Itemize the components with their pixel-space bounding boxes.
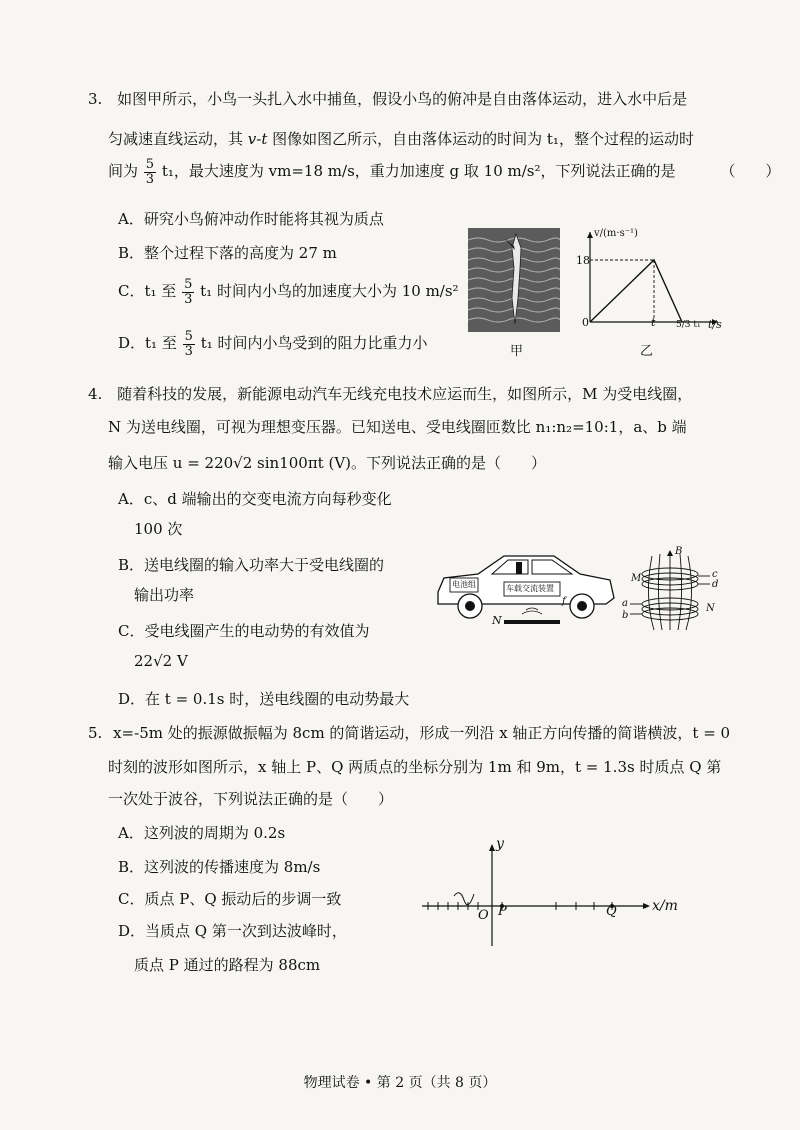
q5-option-c: C．质点 P、Q 振动后的步调一致 <box>118 890 342 908</box>
q3-option-d-pre: D．t₁ 至 <box>118 334 177 353</box>
wave-q-label: Q <box>606 904 617 919</box>
coil-c-label: c <box>712 569 718 580</box>
wave-y-label: y <box>496 836 504 852</box>
fig-label-jia: 甲 <box>510 344 524 359</box>
q3-line-1 <box>88 88 687 109</box>
q4-option-a-1: A．c、d 端输出的交变电流方向每秒变化 <box>118 490 392 508</box>
frac-num: 5 <box>184 329 193 344</box>
q5-line-3: 一次处于波谷，下列说法正确的是（ ） <box>108 790 394 808</box>
coil-diagram <box>620 546 720 632</box>
q3-option-a: A．研究小鸟俯冲动作时能将其视为质点 <box>118 210 384 228</box>
q5-option-a: A．这列波的周期为 0.2s <box>118 824 286 842</box>
coil-b-label: B <box>675 546 683 557</box>
q5-option-b: B．这列波的传播速度为 8m/s <box>118 858 321 876</box>
coil-a-label: a <box>622 598 628 609</box>
vt-ytick: 18 <box>576 254 590 267</box>
wave-curve <box>454 893 474 905</box>
q4-option-c-1: C．受电线圈产生的电动势的有效值为 <box>118 622 370 640</box>
wave-x-label: x/m <box>652 898 678 914</box>
vt-line <box>590 260 682 322</box>
q5-line-2: 时刻的波形如图所示，x 轴上 P、Q 两质点的坐标分别为 1m 和 9m，t = 1.3s 时质点 Q 第 <box>108 758 722 776</box>
bird-photo <box>468 228 560 332</box>
q4-option-b-1: B．送电线圈的输入功率大于受电线圈的 <box>118 556 385 574</box>
car-f-label: f <box>562 596 566 607</box>
q3-number: 3. <box>88 90 103 108</box>
q4-number: 4. <box>88 385 103 403</box>
car-battery-label: 电池组 <box>452 580 476 589</box>
q3-option-c-pre: C．t₁ 至 <box>118 282 177 301</box>
page-footer: 物理试卷 • 第 2 页（共 8 页） <box>303 1075 497 1091</box>
q3-option-c-post: t₁ 时间内小鸟的加速度大小为 10 m/s² <box>200 282 459 301</box>
q3-answer-paren: （ ） <box>720 162 781 181</box>
vt-origin: 0 <box>582 316 589 329</box>
q3-option-d-frac <box>183 330 195 358</box>
q3-option-c-frac <box>182 278 194 306</box>
vt-ylabel: v/(m·s⁻¹) <box>594 228 638 239</box>
frac-den: 3 <box>184 291 193 307</box>
q5-line-1 <box>88 722 730 743</box>
coil-n-label: N <box>706 603 715 614</box>
coil-d-label: d <box>712 579 719 590</box>
q3-line-2 <box>108 128 694 149</box>
charging-pad <box>504 620 560 624</box>
wave-diagram <box>418 838 668 950</box>
q3-fraction <box>144 158 156 186</box>
q4-line-1 <box>88 383 692 404</box>
vt-xtick-t2: 5/3 t₁ <box>676 320 701 330</box>
bird-diving-illustration <box>468 228 560 332</box>
coil-b2-label: b <box>622 610 629 621</box>
q3-option-d-post: t₁ 时间内小鸟受到的阻力比重力小 <box>200 334 428 353</box>
q3-text-2b: 图像如图乙所示，自由落体运动的时间为 t₁，整个过程的运动时 <box>267 130 694 148</box>
frac-den: 3 <box>184 343 193 359</box>
vt-xlabel: t/s <box>708 318 722 331</box>
q5-number: 5. <box>88 724 103 742</box>
frac-den: 3 <box>145 171 155 187</box>
wave-origin-label: O <box>478 908 489 923</box>
q4-text-1: 随着科技的发展，新能源电动汽车无线充电技术应运而生，如图所示，M 为受电线圈， <box>117 385 693 403</box>
q4-line-2: N 为送电线圈，可视为理想变压器。已知送电、受电线圈匝数比 n₁:n₂=10:1，a、b 端 <box>108 418 687 436</box>
q3-text-3b: t₁，最大速度为 vm=18 m/s，重力加速度 g 取 10 m/s²，下列说法正确的是 <box>161 162 676 181</box>
q4-option-b-2: 输出功率 <box>134 586 195 604</box>
q3-text-2a: 匀减速直线运动，其 <box>108 130 248 148</box>
q3-option-d <box>118 330 428 358</box>
q4-option-a-2: 100 次 <box>134 520 183 538</box>
coil-m-label: M <box>631 573 642 584</box>
car-device-label: 车载交流装置 <box>506 584 554 593</box>
q4-option-c-2: 22√2 V <box>134 652 188 670</box>
q3-text-1: 如图甲所示，小鸟一头扎入水中捕鱼，假设小鸟的俯冲是自由落体运动，进入水中后是 <box>117 90 688 108</box>
q3-text-3a: 间为 <box>108 162 139 181</box>
frac-num: 5 <box>184 277 193 292</box>
q5-text-1: x=-5m 处的振源做振幅为 8cm 的简谐运动，形成一列沿 x 轴正方向传播的简谐横波，t = 0 <box>113 724 731 742</box>
q3-vt: v-t <box>247 130 268 148</box>
q5-option-d-1: D．当质点 Q 第一次到达波峰时， <box>118 922 347 940</box>
vt-xtick-t1: t <box>651 316 656 329</box>
q5-option-d-2: 质点 P 通过的路程为 88cm <box>134 956 321 974</box>
wave-p-label: P <box>498 904 507 919</box>
q4-line-3: 输入电压 u = 220√2 sin100πt (V)。下列说法正确的是（ ） <box>108 454 547 472</box>
fig-label-yi: 乙 <box>640 344 654 359</box>
q3-option-b: B．整个过程下落的高度为 27 m <box>118 244 337 262</box>
q4-option-d: D．在 t = 0.1s 时，送电线圈的电动势最大 <box>118 690 410 708</box>
car-n-label: N <box>492 614 502 627</box>
frac-num: 5 <box>145 157 155 172</box>
q3-option-c <box>118 278 459 306</box>
q3-line-3 <box>108 158 780 186</box>
